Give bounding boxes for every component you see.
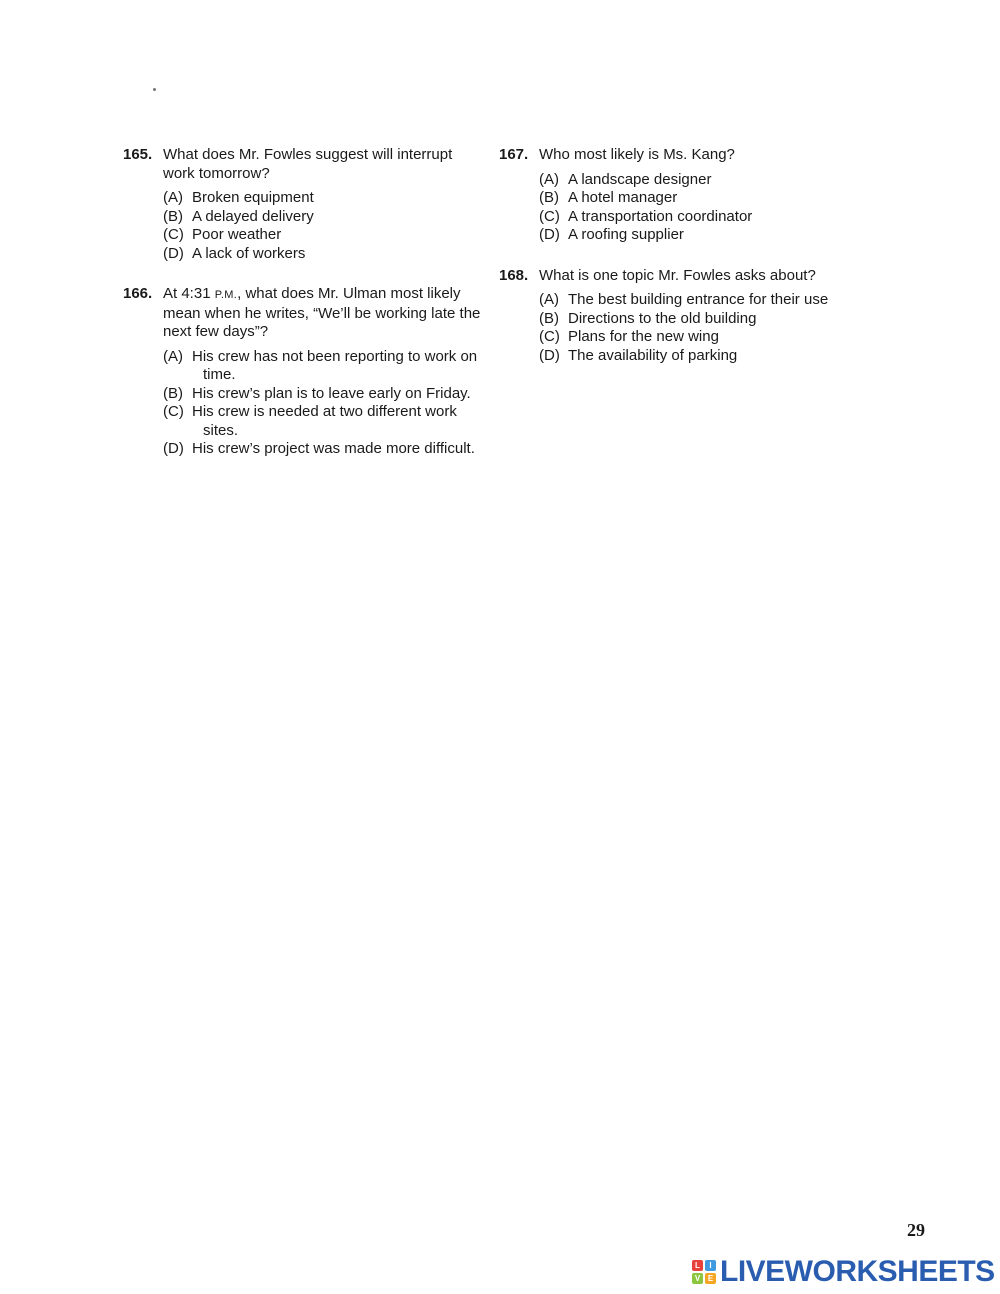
option-b xyxy=(163,385,483,404)
option-letter: (A) xyxy=(539,291,559,308)
option-a xyxy=(539,291,859,310)
liveworksheets-logo[interactable] xyxy=(692,1255,995,1289)
option-letter: (D) xyxy=(163,440,184,457)
right-column xyxy=(499,146,859,387)
option-letter: (D) xyxy=(163,244,184,262)
option-text: A roofing supplier xyxy=(568,226,684,243)
option-text: A landscape designer xyxy=(568,170,712,188)
option-b xyxy=(163,208,483,227)
page-number: 29 xyxy=(907,1220,925,1240)
option-text: The availability of parking xyxy=(568,346,738,364)
brand-name: LIVEWORKSHEETS xyxy=(720,1255,995,1288)
option-text: Directions to the old building xyxy=(568,309,757,327)
logo-icon xyxy=(692,1260,716,1284)
option-letter: (C) xyxy=(163,403,184,420)
option-a xyxy=(163,189,483,208)
option-text: The best building entrance for their use xyxy=(568,291,829,308)
option-letter: (C) xyxy=(163,226,184,243)
question-number: 167. xyxy=(499,146,529,163)
option-text: His crew is needed at two different work sites. xyxy=(192,403,457,439)
answer-options xyxy=(163,189,483,263)
logo-tile-e: E xyxy=(705,1273,716,1284)
option-letter: (A) xyxy=(163,347,183,365)
question-number: 168. xyxy=(499,266,529,284)
option-text: A delayed delivery xyxy=(192,207,314,225)
option-letter: (D) xyxy=(539,226,560,243)
option-letter: (B) xyxy=(163,207,183,225)
option-d xyxy=(163,245,483,264)
option-a xyxy=(539,171,859,190)
option-c xyxy=(539,328,859,347)
question-number: 166. xyxy=(123,285,153,302)
option-letter: (B) xyxy=(539,309,559,327)
option-a xyxy=(163,348,483,385)
option-d xyxy=(539,226,859,245)
question-number: 165. xyxy=(123,146,153,163)
question-text xyxy=(163,285,483,342)
option-text: A hotel manager xyxy=(568,189,678,206)
option-text: His crew’s project was made more difficult. xyxy=(192,440,475,457)
time-period: P.M. xyxy=(214,289,238,301)
scan-speck xyxy=(153,88,156,91)
option-d xyxy=(539,347,859,366)
option-text: His crew has not been reporting to work on time. xyxy=(192,347,478,383)
option-b xyxy=(539,189,859,208)
option-text: Broken equipment xyxy=(192,189,314,206)
option-d xyxy=(163,440,483,459)
answer-options xyxy=(539,171,859,245)
logo-tile-v: V xyxy=(692,1273,703,1284)
option-text: A transportation coordinator xyxy=(568,207,753,225)
option-text: His crew’s plan is to leave early on Friday. xyxy=(192,384,471,402)
option-b xyxy=(539,310,859,329)
option-c xyxy=(163,403,483,440)
option-letter: (A) xyxy=(539,170,559,188)
question-text-part: , what does Mr. Ulman most likely mean when he writes, “We’ll be working late the next few days”? xyxy=(163,285,481,340)
question-text: What is one topic Mr. Fowles asks about? xyxy=(539,266,816,284)
question-167 xyxy=(499,146,859,245)
option-letter: (B) xyxy=(163,384,183,402)
option-letter: (B) xyxy=(539,189,559,206)
answer-options xyxy=(163,348,483,459)
left-column xyxy=(123,146,483,481)
question-166 xyxy=(123,285,483,459)
question-text: What does Mr. Fowles suggest will interrupt work tomorrow? xyxy=(163,146,453,182)
question-text-part: At 4:31 xyxy=(163,285,215,302)
option-text: Poor weather xyxy=(192,226,282,243)
option-c xyxy=(539,208,859,227)
option-c xyxy=(163,226,483,245)
answer-options xyxy=(539,291,859,365)
logo-tile-l: L xyxy=(692,1260,703,1271)
option-text: A lack of workers xyxy=(192,244,306,262)
option-letter: (D) xyxy=(539,346,560,364)
question-text: Who most likely is Ms. Kang? xyxy=(539,146,735,163)
option-letter: (C) xyxy=(539,328,560,345)
option-text: Plans for the new wing xyxy=(568,328,719,345)
logo-tile-i: I xyxy=(705,1260,716,1271)
question-168 xyxy=(499,267,859,366)
question-165 xyxy=(123,146,483,263)
option-letter: (C) xyxy=(539,207,560,225)
option-letter: (A) xyxy=(163,189,183,206)
